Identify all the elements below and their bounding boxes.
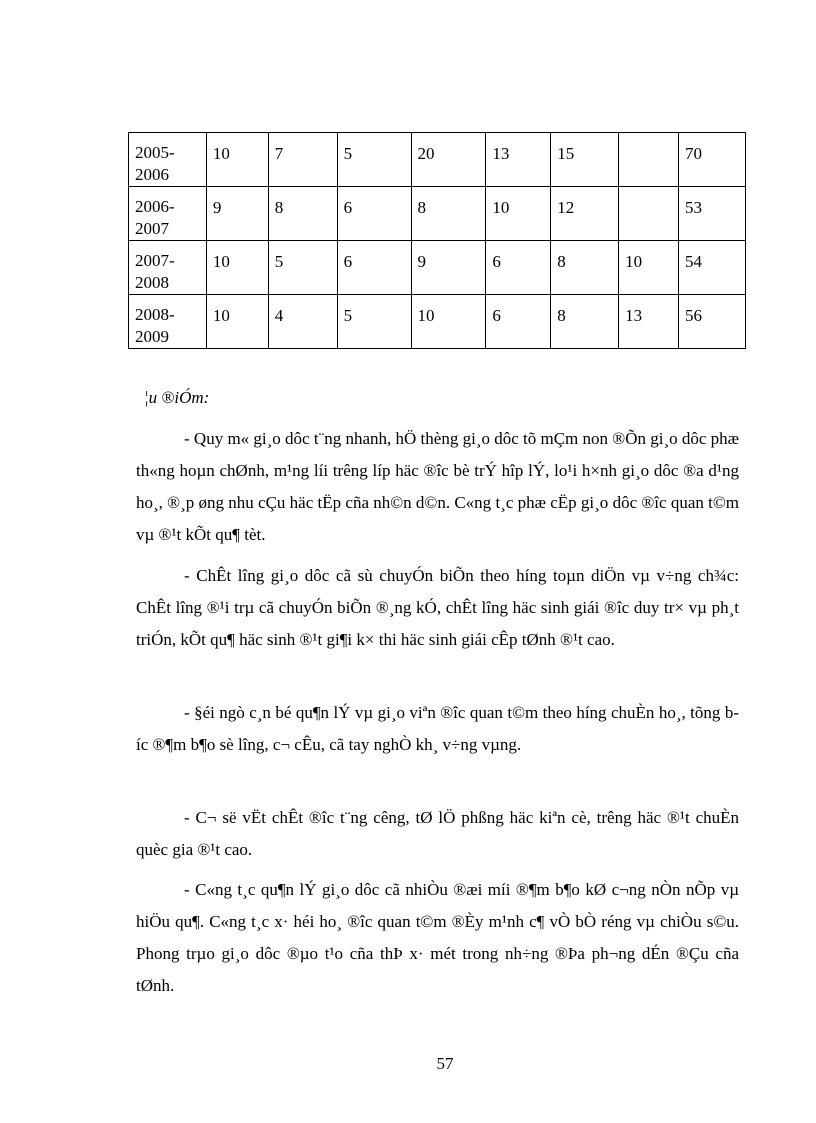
table-cell: 8 [551,241,619,295]
table-cell: 9 [411,241,486,295]
table-cell: 10 [206,133,268,187]
paragraph [136,697,739,761]
table-cell: 8 [551,295,619,349]
table-cell: 6 [337,187,411,241]
paragraph-text: - C¬ së vËt chÊt ®îc t¨ng cêng, tØ lÖ phßng häc kiªn cè, trêng häc ®¹t chuÈn quèc gia ®¹t cao. [136,808,739,859]
table-cell: 10 [486,187,551,241]
enrollment-table [128,132,746,349]
table-cell: 56 [679,295,746,349]
page-number: 57 [436,1054,454,1073]
section-heading: ¦u ®iÓm: [144,388,210,407]
table-cell [619,187,679,241]
paragraph [136,874,739,1002]
table-cell: 70 [679,133,746,187]
table-cell [619,133,679,187]
table-cell: 5 [268,241,337,295]
paragraph-text: - C«ng t¸c qu¶n lÝ gi¸o dôc cã nhiÒu ®æi míi ®¶m b¶o kØ c¬ng nÒn nÕp vµ hiÖu qu¶. C«ng t¸c x· héi ho¸ ®îc quan t©m ®Èy m¹nh c¶ vÒ bÒ réng vµ chiÒu s©u. Phong trµo gi¸o dôc ®µo t¹o cña thÞ x· mét trong nh÷ng ®Þa ph¬ng dÉn ®Çu cña tØnh. [136,880,739,995]
table-cell: 8 [411,187,486,241]
paragraph [136,560,739,656]
table-cell: 54 [679,241,746,295]
table-cell: 20 [411,133,486,187]
table-row [129,295,746,349]
table-cell: 53 [679,187,746,241]
table-cell: 15 [551,133,619,187]
year-cell: 2008-2009 [129,295,207,349]
table-cell: 4 [268,295,337,349]
table-cell: 8 [268,187,337,241]
paragraph-text: - ChÊt lîng gi¸o dôc cã sù chuyÓn biÕn theo híng toµn diÖn vµ v÷ng ch¾c: ChÊt lîng ®¹i trµ cã chuyÓn biÕn ®¸ng kÓ, chÊt lîng häc sinh giái ®îc duy tr× vµ ph¸t triÓn, kÕt qu¶ häc sinh ®¹t gi¶i k× thi häc sinh giái cÊp tØnh ®¹t cao. [136,566,739,649]
paragraph [136,423,739,551]
paragraph-text: - Quy m« gi¸o dôc t¨ng nhanh, hÖ thèng gi¸o dôc tõ mÇm non ®Õn gi¸o dôc phæ th«ng hoµn chØnh, m¹ng líi trêng líp häc ®îc bè trÝ hîp lÝ, lo¹i h×nh gi¸o dôc ®a d¹ng ho¸, ®¸p øng nhu cÇu häc tËp cña nh©n d©n. C«ng t¸c phæ cËp gi¸o dôc ®îc quan t©m vµ ®¹t kÕt qu¶ tèt. [136,429,739,544]
table-cell: 13 [619,295,679,349]
year-cell: 2006-2007 [129,187,207,241]
table-cell: 6 [486,241,551,295]
table-row [129,133,746,187]
table-row [129,187,746,241]
paragraph-text: - §éi ngò c¸n bé qu¶n lÝ vµ gi¸o viªn ®îc quan t©m theo híng chuÈn ho¸, tõng bíc ®¶m b¶o sè lîng, c¬ cÊu, cã tay nghÒ kh¸ v÷ng vµng. [136,703,739,754]
table-cell: 10 [619,241,679,295]
table-cell: 12 [551,187,619,241]
table-cell: 5 [337,133,411,187]
table-cell: 10 [206,295,268,349]
table-cell: 6 [337,241,411,295]
year-cell: 2007-2008 [129,241,207,295]
table-cell: 10 [411,295,486,349]
table-cell: 7 [268,133,337,187]
table-cell: 5 [337,295,411,349]
table-row [129,241,746,295]
paragraph [136,802,739,866]
table-cell: 6 [486,295,551,349]
year-cell: 2005-2006 [129,133,207,187]
table-cell: 10 [206,241,268,295]
table-cell: 9 [206,187,268,241]
table-cell: 13 [486,133,551,187]
